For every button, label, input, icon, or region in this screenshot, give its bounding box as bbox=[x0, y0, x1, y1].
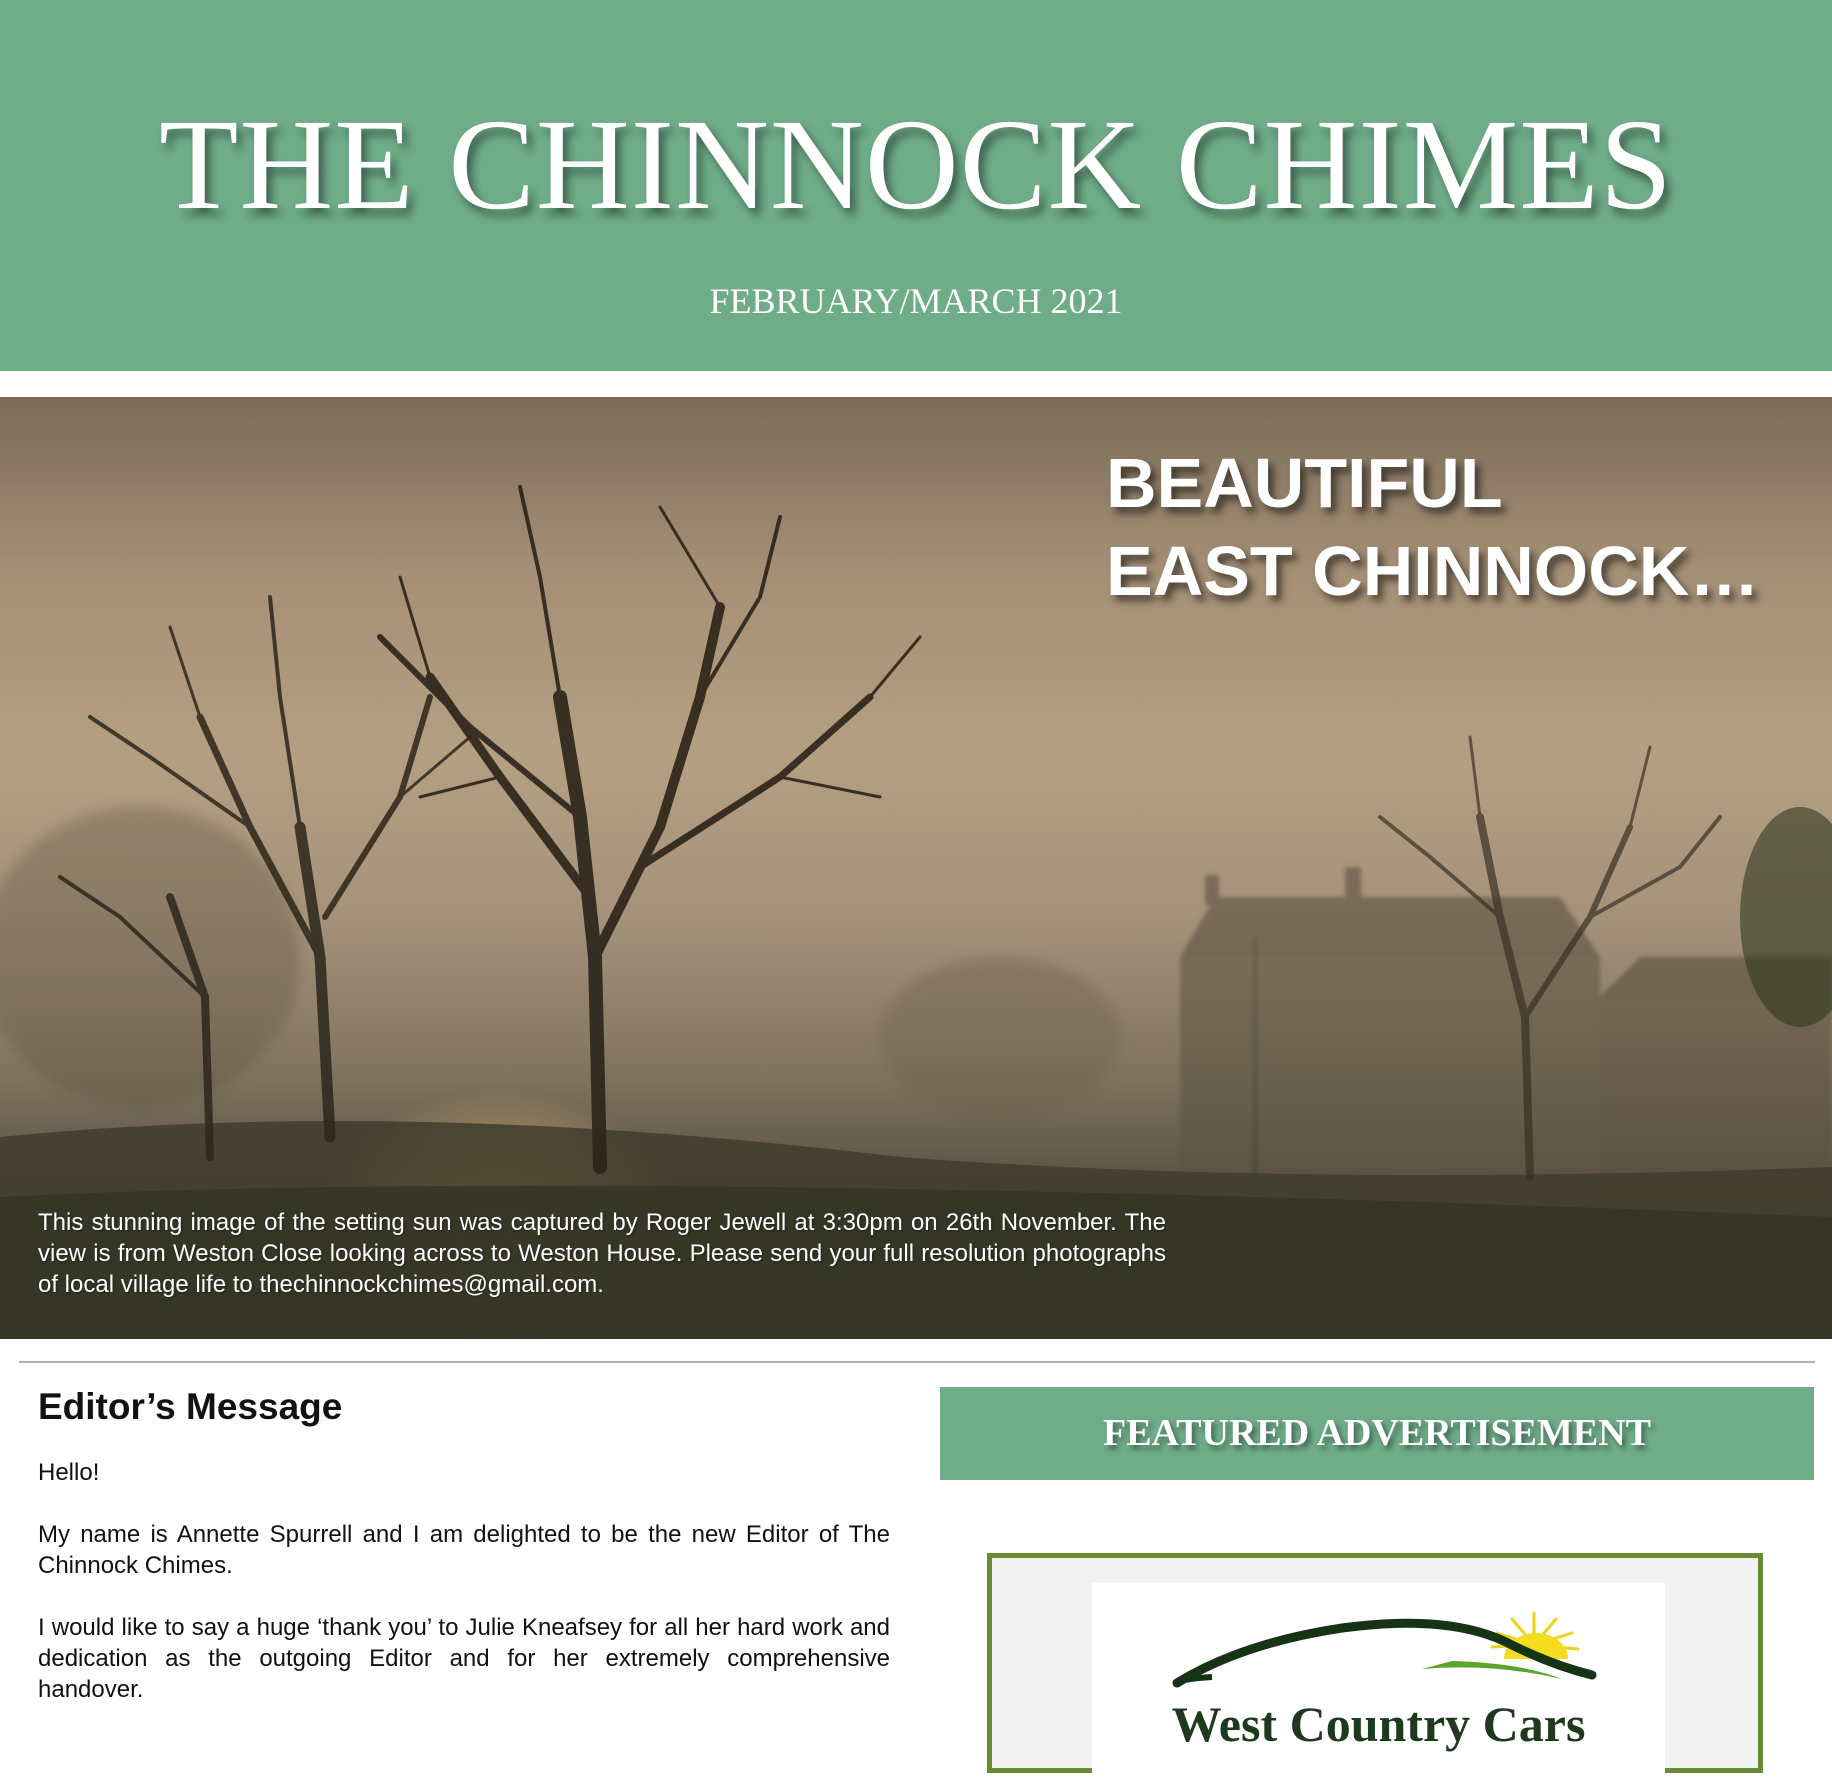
photo-caption: This stunning image of the setting sun was captured by Roger Jewell at 3:30pm on 26th November. The view is from Weston Close looking across to Weston House. Please send your full resolution photographs of local village life to thechinnockchimes@gmail.com. bbox=[38, 1209, 1166, 1298]
advertiser-brand-name: West Country Cars bbox=[1171, 1696, 1586, 1752]
masthead bbox=[0, 0, 1832, 371]
editor-paragraph: I would like to say a huge ‘thank you’ to Julie Kneafsey for all her hard work and dedication as the outgoing Editor and for her extremely comprehensive handover. bbox=[38, 1614, 890, 1703]
editor-paragraph: Hello! bbox=[38, 1459, 100, 1486]
hero-headline-line-2: EAST CHINNOCK… bbox=[1106, 532, 1760, 610]
newsletter-title: THE CHINNOCK CHIMES bbox=[159, 93, 1673, 237]
tree-silhouette-large bbox=[380, 487, 920, 1167]
editors-message-section bbox=[38, 1385, 890, 1736]
section-divider bbox=[19, 1361, 1815, 1363]
issue-date: FEBRUARY/MARCH 2021 bbox=[709, 281, 1123, 321]
hero-headline-line-1: BEAUTIFUL bbox=[1106, 444, 1503, 522]
hero-headline bbox=[1106, 439, 1759, 615]
hero-photo bbox=[0, 397, 1832, 1339]
featured-advertisement-banner: FEATURED ADVERTISEMENT bbox=[940, 1387, 1814, 1480]
editor-paragraph: My name is Annette Spurrell and I am delighted to be the new Editor of The Chinnock Chimes. bbox=[38, 1521, 890, 1579]
advertisement-frame bbox=[987, 1553, 1763, 1773]
editors-message-heading: Editor’s Message bbox=[38, 1386, 343, 1427]
car-sun-logo-icon bbox=[1092, 1583, 1665, 1783]
advertisement-logo-panel bbox=[1092, 1583, 1665, 1783]
